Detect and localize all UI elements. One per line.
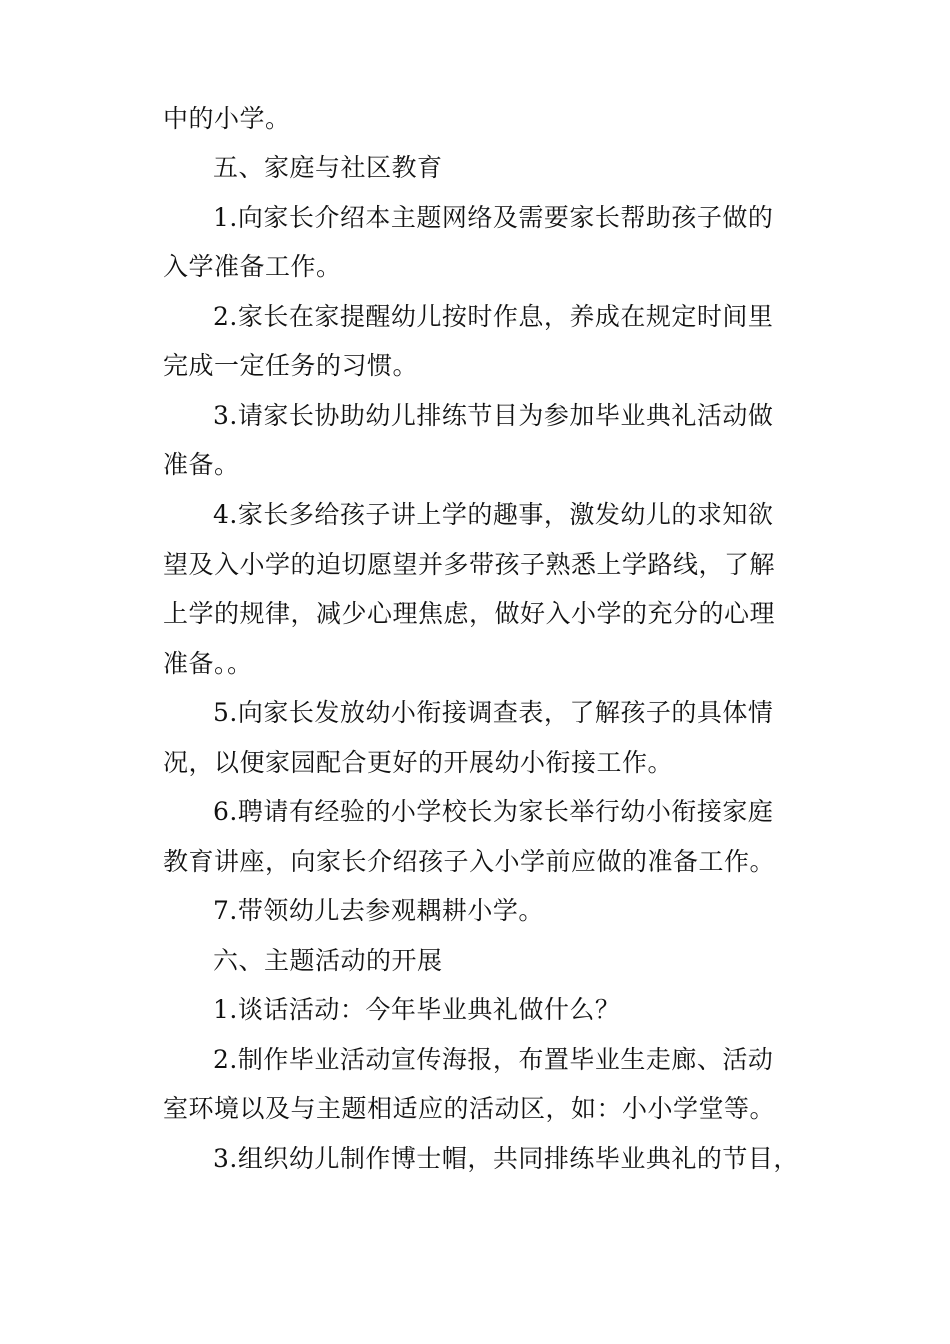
text-line: 4.家长多给孩子讲上学的趣事，激发幼儿的求知欲: [213, 500, 774, 529]
text-line: 入学准备工作。: [163, 252, 342, 281]
text-line: 中的小学。: [163, 104, 291, 133]
text-line: 1.向家长介绍本主题网络及需要家长帮助孩子做的: [213, 203, 774, 232]
text-line: 准备。: [163, 450, 240, 479]
text-line: 上学的规律，减少心理焦虑，做好入小学的充分的心理: [163, 599, 776, 628]
text-line: 2.制作毕业活动宣传海报，布置毕业生走廊、活动: [213, 1045, 774, 1074]
text-line: 1.谈话活动：今年毕业典礼做什么？: [213, 995, 621, 1024]
text-line: 5.向家长发放幼小衔接调查表，了解孩子的具体情: [213, 698, 774, 727]
text-line: 况，以便家园配合更好的开展幼小衔接工作。: [163, 748, 674, 777]
text-line: 室环境以及与主题相适应的活动区，如：小小学堂等。: [163, 1094, 776, 1123]
text-line: 3.组织幼儿制作博士帽，共同排练毕业典礼的节目，: [213, 1144, 799, 1173]
section-heading: 六、主题活动的开展: [213, 946, 443, 975]
section-heading: 五、家庭与社区教育: [213, 153, 443, 182]
text-line: 7.带领幼儿去参观耦耕小学。: [213, 896, 544, 925]
text-line: 6.聘请有经验的小学校长为家长举行幼小衔接家庭: [213, 797, 774, 826]
text-line: 教育讲座，向家长介绍孩子入小学前应做的准备工作。: [163, 847, 776, 876]
text-line: 完成一定任务的习惯。: [163, 351, 419, 380]
text-line: 准备。。: [163, 649, 253, 678]
text-line: 3.请家长协助幼儿排练节目为参加毕业典礼活动做: [213, 401, 774, 430]
text-line: 望及入小学的迫切愿望并多带孩子熟悉上学路线，了解: [163, 550, 776, 579]
text-line: 2.家长在家提醒幼儿按时作息，养成在规定时间里: [213, 302, 774, 331]
